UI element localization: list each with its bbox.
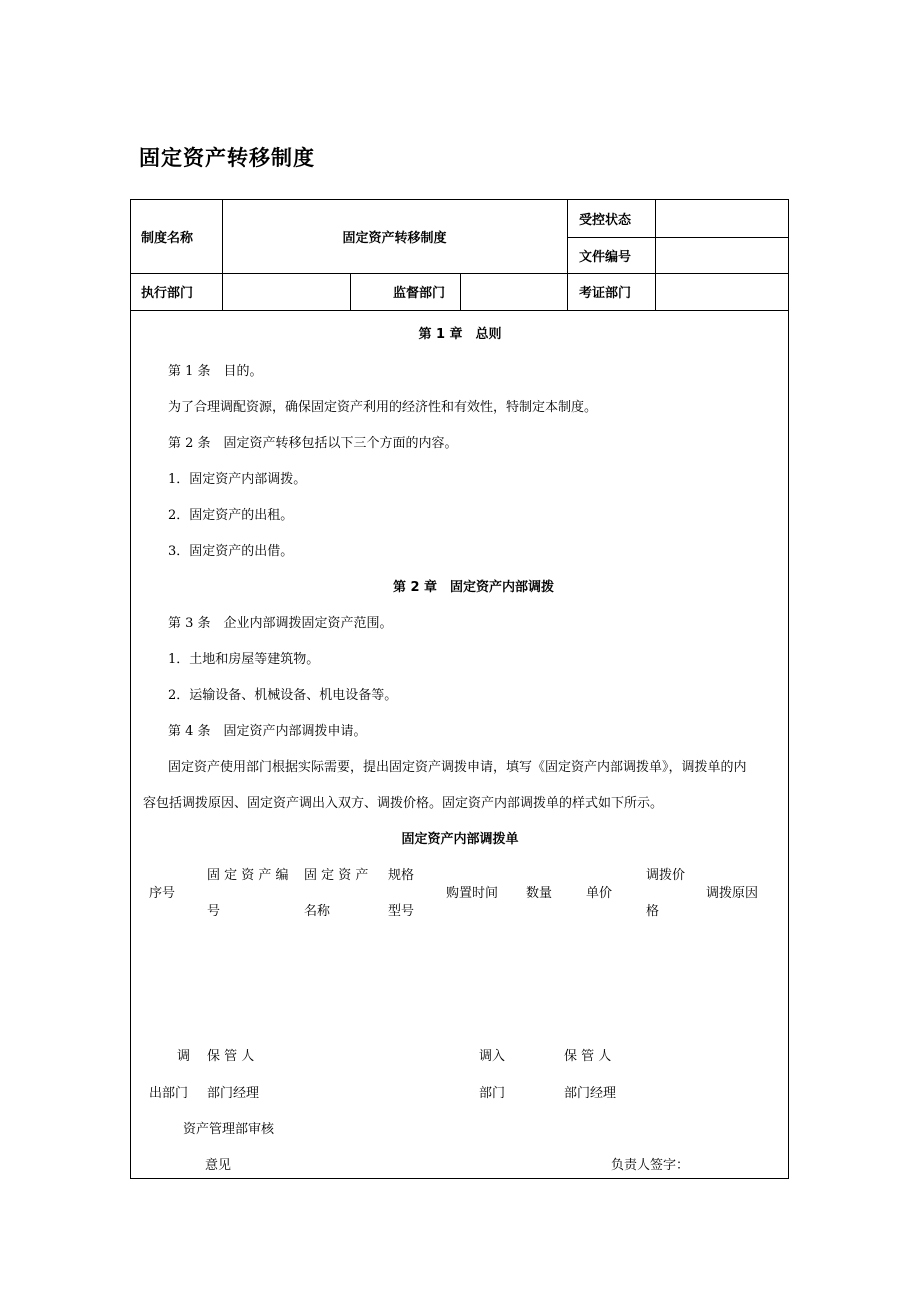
article-4: 第 4 条 固定资产内部调拨申请。 bbox=[168, 724, 367, 739]
col-unit-price: 单价 bbox=[586, 886, 613, 901]
control-status-label: 受控状态 bbox=[579, 213, 632, 228]
col-seq: 序号 bbox=[149, 886, 176, 901]
page-title: 固定资产转移制度 bbox=[139, 146, 315, 170]
in-dept: 调入 bbox=[479, 1049, 506, 1064]
divider bbox=[567, 200, 568, 310]
article-1-text: 为了合理调配资源，确保固定资产利用的经济性和有效性，特制定本制度。 bbox=[168, 400, 598, 415]
file-number-label: 文件编号 bbox=[579, 249, 632, 265]
name-label: 制度名称 bbox=[141, 231, 194, 246]
verify-dept-label: 考证部门 bbox=[579, 286, 632, 301]
supervise-dept-label: 监督部门 bbox=[393, 286, 446, 301]
in-keeper: 部门经理 bbox=[564, 1086, 617, 1101]
article-4-text: 固定资产使用部门根据实际需要，提出固定资产调拨申请，填写《固定资产内部调拨单》，调拨单的内 bbox=[168, 760, 747, 775]
col-transfer-price: 调拨价 bbox=[646, 868, 686, 883]
regulation-form bbox=[130, 199, 789, 1179]
col-reason: 调拨原因 bbox=[706, 886, 759, 901]
col-purchase-time: 购置时间 bbox=[446, 886, 499, 901]
article-4-text: 容包括调拨原因、固定资产调出入双方、调拨价格。固定资产内部调拨单的样式如下所示。 bbox=[143, 796, 664, 811]
chapter-1-title: 第 1 章 总则 bbox=[418, 327, 502, 342]
verify-dept-value[interactable] bbox=[656, 273, 789, 310]
in-keeper: 保 管 人 bbox=[564, 1049, 612, 1064]
name-value: 固定资产转移制度 bbox=[342, 231, 447, 246]
file-number-value[interactable] bbox=[656, 237, 789, 273]
divider bbox=[350, 273, 351, 310]
supervise-dept-value[interactable] bbox=[461, 273, 567, 310]
out-keeper: 部门经理 bbox=[207, 1086, 260, 1101]
col-asset-name: 固 定 资 产 bbox=[304, 868, 369, 883]
col-quantity: 数量 bbox=[526, 886, 553, 901]
asset-dept-review: 意见 bbox=[205, 1158, 232, 1173]
asset-dept-review: 资产管理部审核 bbox=[183, 1122, 275, 1137]
control-status-value[interactable] bbox=[656, 200, 789, 237]
col-transfer-price: 格 bbox=[646, 904, 660, 919]
transfer-form-title: 固定资产内部调拨单 bbox=[401, 832, 519, 847]
out-dept: 出部门 bbox=[149, 1086, 189, 1101]
article-2-item: 3．固定资产的出借。 bbox=[168, 544, 294, 559]
exec-dept-label: 执行部门 bbox=[141, 286, 194, 301]
signature-label: 负责人签字： bbox=[611, 1158, 690, 1173]
out-dept: 调 bbox=[177, 1049, 191, 1064]
article-2-item: 2．固定资产的出租。 bbox=[168, 508, 294, 523]
col-asset-no: 号 bbox=[207, 904, 221, 919]
col-spec: 规格 bbox=[388, 868, 415, 883]
col-asset-no: 固 定 资 产 编 bbox=[207, 868, 289, 883]
divider bbox=[131, 310, 789, 311]
article-2: 第 2 条 固定资产转移包括以下三个方面的内容。 bbox=[168, 436, 458, 451]
article-3: 第 3 条 企业内部调拨固定资产范围。 bbox=[168, 616, 393, 631]
article-1: 第 1 条 目的。 bbox=[168, 364, 263, 379]
chapter-2-title: 第 2 章 固定资产内部调拨 bbox=[392, 580, 555, 595]
col-asset-name: 名称 bbox=[304, 904, 331, 919]
article-2-item: 1．固定资产内部调拨。 bbox=[168, 472, 307, 487]
article-3-item: 1．土地和房屋等建筑物。 bbox=[168, 652, 320, 667]
article-3-item: 2．运输设备、机械设备、机电设备等。 bbox=[168, 688, 398, 703]
exec-dept-value[interactable] bbox=[223, 273, 350, 310]
col-spec: 型号 bbox=[388, 904, 415, 919]
out-keeper: 保 管 人 bbox=[207, 1049, 255, 1064]
in-dept: 部门 bbox=[479, 1086, 506, 1101]
